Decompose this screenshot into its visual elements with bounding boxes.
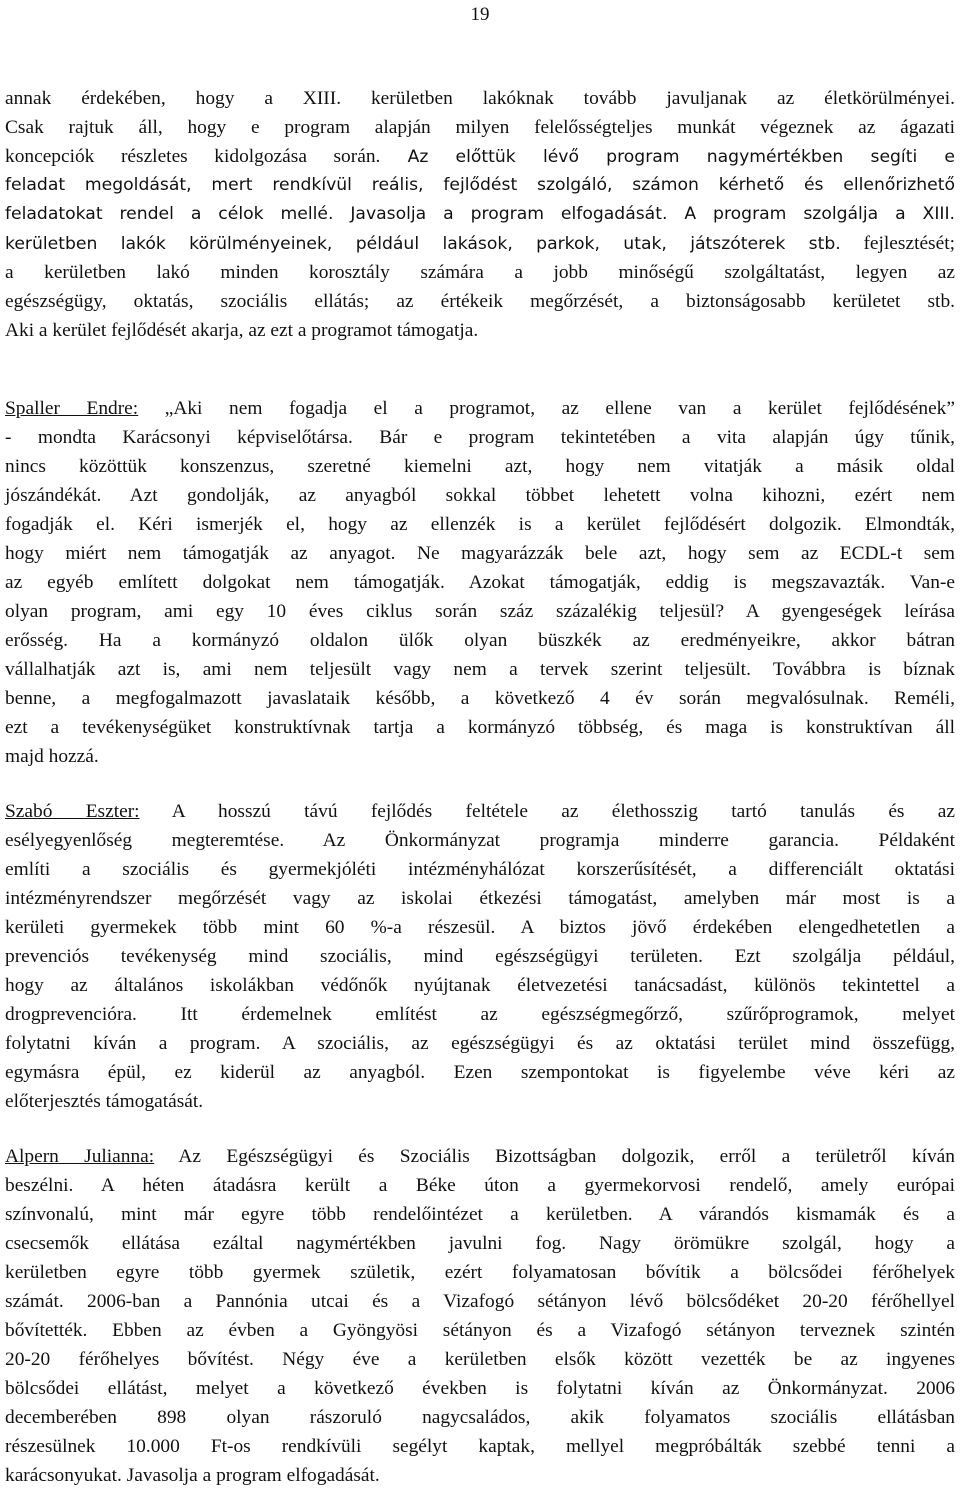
- text-line: hogy miért nem támogatják az anyagot. Ne magyarázzák bele azt, hogy sem az ECDL-t sem: [5, 543, 955, 564]
- text-line: bővítették. Ebben az évben a Gyöngyösi sétányon és a Vizafogó sétányon terveznek szintén: [5, 1320, 955, 1341]
- speaker-name: Szabó Eszter:: [5, 801, 140, 822]
- text-line: benne, a megfogalmazott javaslataik később, a következő 4 év során megvalósulnak. Reméli,: [5, 688, 955, 709]
- text-line: feladat megoldását, mert rendkívül reális, fejlődést szolgáló, számon kérhető és ellenőrizhető: [5, 175, 955, 195]
- text-line: decemberében 898 olyan rászoruló nagycsaládos, akik folyamatos szociális ellátásban: [5, 1407, 955, 1428]
- text-line: számát. 2006-ban a Pannónia utcai és a Vizafogó sétányon lévő bölcsődéket 20-20 férőhellyel: [5, 1291, 955, 1312]
- text-line: intézményrendszer megőrzését vagy az iskolai étkezési támogatást, amelyben már most is a: [5, 888, 955, 909]
- text-line: [5, 1142, 955, 1171]
- speech-paragraph: [5, 1142, 955, 1490]
- text-segment: „Aki nem fogadja el a programot, az ellene van a kerület fejlődésének”: [138, 398, 955, 419]
- text-segment: Az előttük lévő program nagymértékben segíti e: [380, 147, 955, 167]
- text-line: egészségügy, oktatás, szociális ellátás; az értékeik megőrzését, a biztonságosabb kerületet stb.: [5, 291, 955, 312]
- speech-paragraph: [5, 394, 955, 771]
- text-segment: fejlesztését;: [840, 233, 955, 254]
- text-line: - mondta Karácsonyi képviselőtársa. Bár e program tekintetében a vita alapján úgy tűnik,: [5, 427, 955, 448]
- text-line: az egyéb említett dolgokat nem támogatják. Azokat támogatják, eddig is megszavazták. Van-e: [5, 572, 955, 593]
- text-line: csecsemők ellátása ezáltal nagymértékben javulni fog. Nagy örömükre szolgál, hogy a: [5, 1233, 955, 1254]
- speaker-name: Alpern Julianna:: [5, 1146, 155, 1167]
- text-line: színvonalú, mint már egyre több rendelőintézet a kerületben. A várandós kismamák és a: [5, 1204, 955, 1225]
- text-line: Csak rajtuk áll, hogy e program alapján milyen felelősségteljes munkát végeznek az ágazati: [5, 117, 955, 138]
- text-line: prevenciós tevékenység mind szociális, mind egészségügyi területen. Ezt szolgálja például,: [5, 946, 955, 967]
- text-line: kerületi gyermekek több mint 60 %-a részesül. A biztos jövő érdekében elengedhetetlen a: [5, 917, 955, 938]
- text-segment: A hosszú távú fejlődés feltétele az élethosszig tartó tanulás és az: [139, 801, 955, 822]
- text-line: olyan program, ami egy 10 éves ciklus során száz százalékig teljesül? A gyengeségek leírása: [5, 601, 955, 622]
- speech-paragraph: [5, 797, 955, 1116]
- text-line: nincs közöttük konszenzus, szeretné kiemelni azt, hogy nem vitatják a másik oldal: [5, 456, 955, 477]
- text-line: [5, 229, 955, 258]
- text-segment: kerületben lakók körülményeinek, például lakások, parkok, utak, játszóterek stb.: [5, 234, 841, 254]
- text-line: bölcsődei ellátást, melyet a következő években is folytatni kíván az Önkormányzat. 2006: [5, 1378, 955, 1399]
- text-line: feladatokat rendel a célok mellé. Javasolja a program elfogadását. A program szolgálja a XIII.: [5, 204, 955, 224]
- page-number: 19: [470, 4, 490, 25]
- text-line: részesülnek 10.000 Ft-os rendkívüli segélyt kaptak, mellyel megpróbálták szebbé tenni a: [5, 1436, 955, 1457]
- text-line: előterjesztés támogatását.: [5, 1091, 204, 1112]
- text-line: hogy az általános iskolákban védőnők nyújtanak életvezetési tanácsadást, különös tekintettel a: [5, 975, 955, 996]
- text-segment: Az Egészségügyi és Szociális Bizottságban dolgozik, erről a területről kíván: [154, 1146, 955, 1167]
- text-line: egymásra épül, ez kiderül az anyagból. Ezen szempontokat is figyelembe véve kéri az: [5, 1062, 955, 1083]
- text-line: ezt a tevékenységüket konstruktívnak tartja a kormányzó többség, és maga is konstruktívan áll: [5, 717, 955, 738]
- text-line: jószándékát. Azt gondolják, az anyagból sokkal többet lehetett volna kihozni, ezért nem: [5, 485, 955, 506]
- text-line: említi a szociális és gyermekjóléti intézményhálózat korszerűsítését, a differenciált oktatási: [5, 859, 955, 880]
- text-line: 20-20 férőhelyes bővítést. Négy éve a kerületben elsők között vezették be az ingyenes: [5, 1349, 955, 1370]
- intro-paragraph: [5, 84, 955, 345]
- text-line: [5, 797, 955, 826]
- text-line: majd hozzá.: [5, 746, 99, 767]
- text-line: a kerületben lakó minden korosztály számára a jobb minőségű szolgáltatást, legyen az: [5, 262, 955, 283]
- text-line: erősség. Ha a kormányzó oldalon ülők olyan büszkék az eredményeikre, akkor bátran: [5, 630, 955, 651]
- text-line: kerületben egyre több gyermek születik, ezért folyamatosan bővítik a bölcsődei férőhelyek: [5, 1262, 955, 1283]
- text-line: karácsonyukat. Javasolja a program elfogadását.: [5, 1465, 380, 1486]
- text-line: drogprevencióra. Itt érdemelnek említést az egészségmegőrző, szűrőprogramok, melyet: [5, 1004, 955, 1025]
- text-segment: koncepciók részletes kidolgozása során.: [5, 146, 381, 167]
- text-line: [5, 394, 955, 423]
- speaker-name: Spaller Endre:: [5, 398, 139, 419]
- text-line: vállalhatják azt is, ami nem teljesült vagy nem a tervek szerint teljesült. Továbbra is bíznak: [5, 659, 955, 680]
- text-line: Aki a kerület fejlődését akarja, az ezt a programot támogatja.: [5, 320, 479, 341]
- text-line: esélyegyenlőség megteremtése. Az Önkormányzat programja minderre garancia. Példaként: [5, 830, 955, 851]
- text-line: [5, 142, 955, 171]
- text-line: folytatni kíván a program. A szociális, az egészségügyi és az oktatási terület mind összefügg,: [5, 1033, 955, 1054]
- text-line: beszélni. A héten átadásra került a Béke úton a gyermekorvosi rendelő, amely európai: [5, 1175, 955, 1196]
- text-line: annak érdekében, hogy a XIII. kerületben lakóknak tovább javuljanak az életkörülményei.: [5, 88, 955, 109]
- text-line: fogadják el. Kéri ismerjék el, hogy az ellenzék is a kerület fejlődésért dolgozik. Elmondták,: [5, 514, 955, 535]
